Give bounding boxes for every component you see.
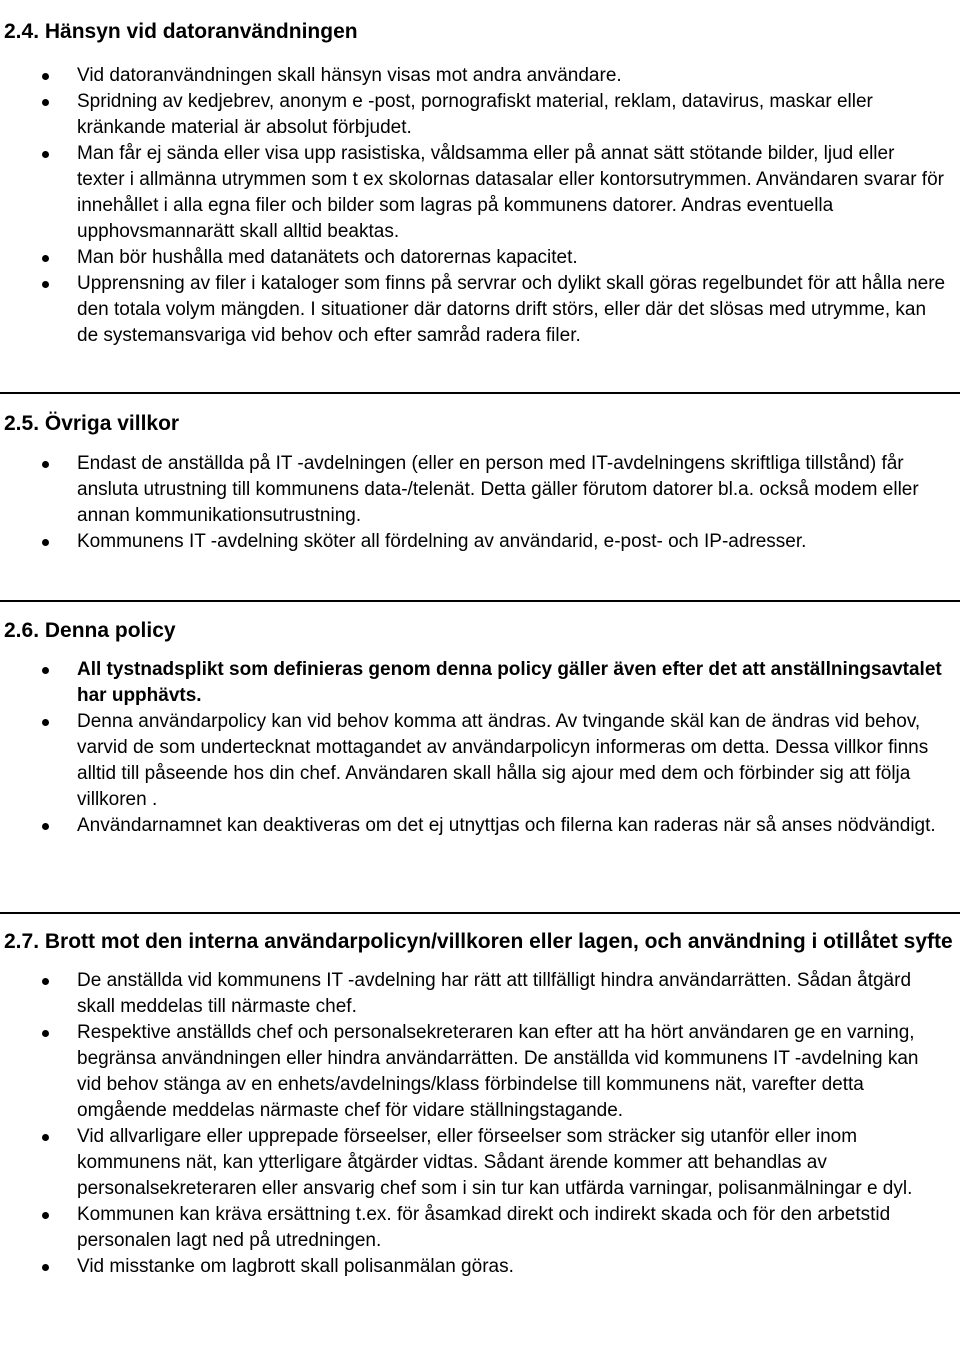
list-item-text: Vid allvarligare eller upprepade förseelser, eller förseelser som sträcker sig utanför eller inom kommunens nät, kan ytterligare åtgärder vidtas. Sådant ärende kommer att behandlas av personalsekreteraren eller ansvarig chef som i sin tur kan utfärda varningar, polisanmälningar e dyl. bbox=[77, 1126, 913, 1199]
bullet-icon bbox=[42, 667, 49, 674]
list-item-text: Spridning av kedjebrev, anonym e -post, pornografiskt material, reklam, datavirus, maskar eller kränkande material är absolut förbjudet. bbox=[77, 91, 873, 138]
list-item bbox=[0, 709, 960, 813]
section-2-5 bbox=[0, 410, 960, 555]
list-item bbox=[0, 89, 960, 141]
section-divider bbox=[0, 912, 960, 914]
section-heading: 2.4. Hänsyn vid datoranvändningen bbox=[4, 20, 358, 43]
bullet-icon bbox=[42, 1264, 49, 1271]
list-item bbox=[0, 968, 960, 1020]
list-item-text: Denna användarpolicy kan vid behov komma att ändras. Av tvingande skäl kan de ändras vid behov, varvid de som undertecknat mottagandet av användarpolicyn informeras om detta. Dessa villkor finns alltid till påseende hos din chef. Användaren skall hålla sig ajour med dem och förbinder sig att följa villkoren . bbox=[77, 711, 929, 810]
section-2-6 bbox=[0, 617, 960, 839]
list-item-text: Man får ej sända eller visa upp rasistiska, våldsamma eller på annat sätt stötande bilder, ljud eller texter i allmänna utrymmen som t ex skolornas datasalar eller kontorsutrymmen. Användaren svarar för innehållet i alla egna filer och bilder som lagras på kommunens datorer. Andras eventuella upphovsmannarätt skall alltid beaktas. bbox=[77, 143, 944, 242]
bullet-icon bbox=[42, 255, 49, 262]
section-heading: 2.5. Övriga villkor bbox=[4, 412, 180, 435]
bullet-icon bbox=[42, 1212, 49, 1219]
list-item bbox=[0, 63, 960, 89]
list-item bbox=[0, 813, 960, 839]
bullet-icon bbox=[42, 281, 49, 288]
list-item-text: Respektive anställds chef och personalsekreteraren kan efter att ha hört användaren ge en varning, begränsa användningen eller hindra användarrätten. De anställda vid kommunens IT -avdelning kan vid behov stänga av en enhets/avdelnings/klass förbindelse till kommunens nät, varefter detta omgående meddelas närmaste chef för vidare ställningstagande. bbox=[77, 1022, 919, 1121]
section-heading: 2.6. Denna policy bbox=[4, 619, 176, 642]
bullet-list bbox=[0, 657, 960, 839]
bullet-icon bbox=[42, 978, 49, 985]
list-item bbox=[0, 657, 960, 709]
list-item bbox=[0, 141, 960, 245]
bullet-list bbox=[0, 968, 960, 1280]
list-item bbox=[0, 451, 960, 529]
list-item-text: Upprensning av filer i kataloger som finns på servrar och dylikt skall göras regelbundet för att hålla nere den totala volym mängden. I situationer där datorns drift störs, eller där det slösas med utrymme, kan de systemansvariga vid behov och efter samråd radera filer. bbox=[77, 273, 946, 346]
bullet-icon bbox=[42, 151, 49, 158]
list-item-text: All tystnadsplikt som definieras genom denna policy gäller även efter det att anställningsavtalet har upphävts. bbox=[77, 659, 942, 706]
list-item-text: Vid misstanke om lagbrott skall polisanmälan göras. bbox=[77, 1256, 514, 1277]
list-item bbox=[0, 1020, 960, 1124]
list-item-text: Användarnamnet kan deaktiveras om det ej utnyttjas och filerna kan raderas när så anses nödvändigt. bbox=[77, 815, 936, 836]
list-item bbox=[0, 271, 960, 349]
list-item-text: De anställda vid kommunens IT -avdelning har rätt att tillfälligt hindra användarrätten. Sådan åtgärd skall meddelas till närmaste chef. bbox=[77, 970, 912, 1017]
bullet-icon bbox=[42, 539, 49, 546]
list-item-text: Vid datoranvändningen skall hänsyn visas mot andra användare. bbox=[77, 65, 622, 86]
bullet-icon bbox=[42, 73, 49, 80]
section-divider bbox=[0, 600, 960, 602]
list-item bbox=[0, 529, 960, 555]
list-item bbox=[0, 245, 960, 271]
list-item bbox=[0, 1202, 960, 1254]
list-item-text: Kommunens IT -avdelning sköter all fördelning av användarid, e-post- och IP-adresser. bbox=[77, 531, 807, 552]
section-2-7 bbox=[0, 928, 960, 1280]
list-item bbox=[0, 1254, 960, 1280]
list-item bbox=[0, 1124, 960, 1202]
list-item-text: Endast de anställda på IT -avdelningen (eller en person med IT-avdelningens skriftliga tillstånd) får ansluta utrustning till kommunens data-/telenät. Detta gäller förutom datorer bl.a. också modem eller annan kommunikationsutrustning. bbox=[77, 453, 919, 526]
list-item-text: Kommunen kan kräva ersättning t.ex. för åsamkad direkt och indirekt skada och för den arbetstid personalen lagt ned på utredningen. bbox=[77, 1204, 891, 1251]
section-heading: 2.7. Brott mot den interna användarpolicyn/villkoren eller lagen, och användning i otillåtet syfte bbox=[4, 930, 953, 953]
section-2-4 bbox=[0, 18, 960, 349]
list-item-text: Man bör hushålla med datanätets och datorernas kapacitet. bbox=[77, 247, 578, 268]
bullet-icon bbox=[42, 1134, 49, 1141]
bullet-list bbox=[0, 451, 960, 555]
bullet-icon bbox=[42, 719, 49, 726]
bullet-icon bbox=[42, 1030, 49, 1037]
section-divider bbox=[0, 392, 960, 394]
bullet-icon bbox=[42, 461, 49, 468]
bullet-icon bbox=[42, 99, 49, 106]
bullet-list bbox=[0, 63, 960, 349]
bullet-icon bbox=[42, 823, 49, 830]
